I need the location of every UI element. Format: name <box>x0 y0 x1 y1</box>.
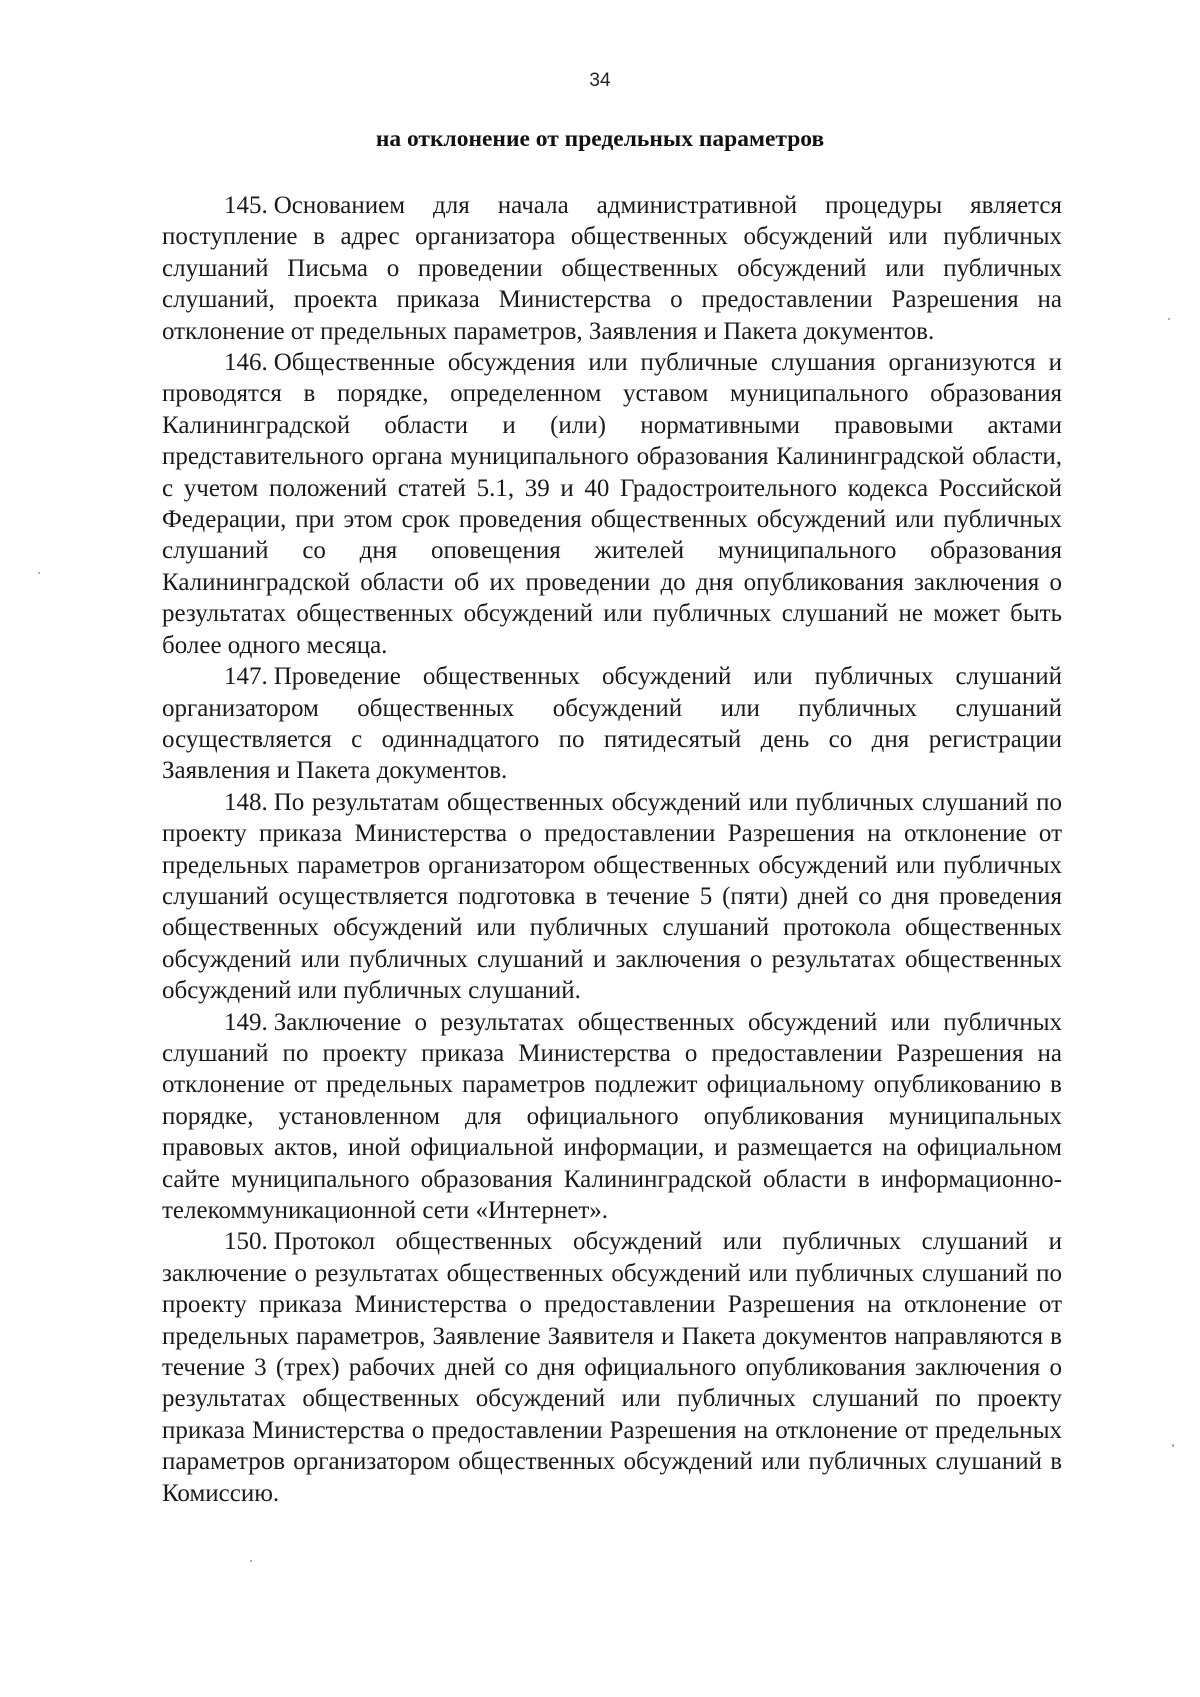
paragraph-text: Основанием для начала административной процедуры является поступление в адрес организатора общественных обсуждений или публичных слушаний Письма о проведении общественных обсуждений или публичных слушаний, проекта приказа Министерства о предоставлении Разрешения на отклонение от предельных параметров, Заявления и Пакета документов. <box>162 192 1062 345</box>
paragraph-number: 145. <box>224 192 268 219</box>
paragraph-146 <box>162 347 1062 661</box>
paragraph-150 <box>162 1226 1062 1509</box>
paragraph-number: 147. <box>224 663 268 691</box>
scan-speck <box>1172 1444 1174 1447</box>
scan-speck <box>250 1560 252 1562</box>
paragraph-149 <box>162 1007 1062 1227</box>
paragraph-147 <box>162 661 1062 787</box>
paragraph-text: Общественные обсуждения или публичные слушания организуются и проводятся в порядке, определенном уставом муниципального образования Калининградской области и (или) нормативными правовыми актами представительного органа муниципального образования Калининградской области, с учетом положений статей 5.1, 39 и 40 Градостроительного кодекса Российской Федерации, при этом срок проведения общественных обсуждений или публичных слушаний со дня оповещения жителей муниципального образования Калининградской области об их проведении до дня опубликования заключения о результатах общественных обсуждений или публичных слушаний не может быть более одного месяца. <box>162 349 1062 659</box>
document-body <box>162 190 1062 1509</box>
paragraph-148 <box>162 787 1062 1007</box>
page-number: 34 <box>589 70 611 91</box>
paragraph-text: Проведение общественных обсуждений или публичных слушаний организатором общественных обсуждений или публичных слушаний осуществляется с одиннадцатого по пятидесятый день со дня регистрации Заявления и Пакета документов. <box>162 663 1062 785</box>
paragraph-number: 148. <box>224 788 268 816</box>
paragraph-number: 146. <box>224 349 268 377</box>
paragraph-number: 150. <box>224 1228 268 1256</box>
paragraph-text: Заключение о результатах общественных обсуждений или публичных слушаний по проекту приказа Министерства о предоставлении Разрешения на отклонение от предельных параметров подлежит официальному опубликованию в порядке, установленном для официального опубликования муниципальных правовых актов, иной официальной информации, и размещается на официальном сайте муниципального образования Калининградской области в информационно-телекоммуникационной сети «Интернет». <box>162 1008 1062 1224</box>
section-title: на отклонение от предельных параметров <box>375 126 825 152</box>
paragraph-text: По результатам общественных обсуждений или публичных слушаний по проекту приказа Министерства о предоставлении Разрешения на отклонение от предельных параметров организатором общественных обсуждений или публичных слушаний осуществляется подготовка в течение 5 (пяти) дней со дня проведения общественных обсуждений или публичных слушаний протокола общественных обсуждений или публичных слушаний и заключения о результатах общественных обсуждений или публичных слушаний. <box>162 788 1062 1005</box>
scan-speck <box>1168 318 1170 320</box>
paragraph-number: 149. <box>224 1008 268 1036</box>
scan-speck <box>38 572 40 574</box>
paragraph-text: Протокол общественных обсуждений или публичных слушаний и заключение о результатах общественных обсуждений или публичных слушаний по проекту приказа Министерства о предоставлении Разрешения на отклонение от предельных параметров, Заявление Заявителя и Пакета документов направляются в течение 3 (трех) рабочих дней со дня официального опубликования заключения о результатах общественных обсуждений или публичных слушаний по проекту приказа Министерства о предоставлении Разрешения на отклонение от предельных параметров организатором общественных обсуждений или публичных слушаний в Комиссию. <box>162 1228 1062 1507</box>
paragraph-145 <box>162 190 1062 347</box>
